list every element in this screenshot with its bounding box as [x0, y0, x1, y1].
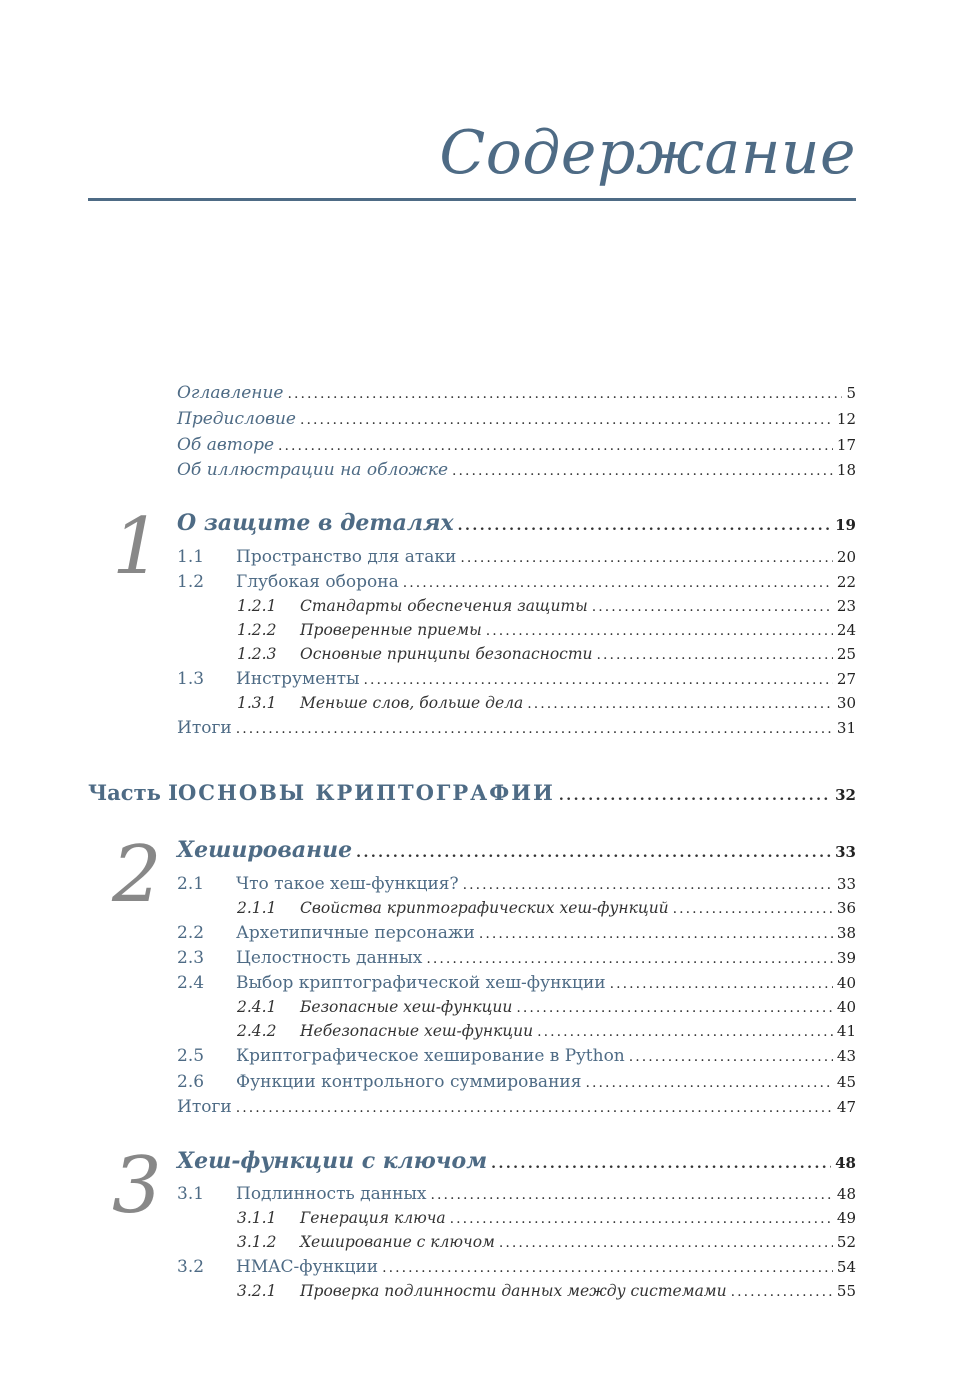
page-title: Содержание [439, 118, 856, 188]
toc-entry-page: 52 [836, 1233, 856, 1251]
section-label: Функции контрольного суммирования [236, 1072, 582, 1092]
leader-dots [516, 1000, 833, 1016]
subsection-number: 1.2.1 [237, 597, 277, 615]
toc-entry-label: Об авторе [177, 435, 275, 455]
leader-dots [597, 647, 833, 663]
leader-dots [364, 672, 833, 688]
toc-entry-page: 49 [836, 1209, 856, 1227]
toc-section[interactable] [177, 973, 856, 995]
section-number: 2.6 [177, 1072, 205, 1092]
toc-entry-front[interactable] [177, 435, 856, 457]
toc-entry-page: 33 [836, 875, 856, 893]
toc-subsection[interactable] [237, 1233, 856, 1255]
leader-dots [629, 1049, 833, 1065]
toc-entry-page: 36 [836, 899, 856, 917]
section-number: 2.5 [177, 1046, 205, 1066]
section-label: Целостность данных [236, 948, 423, 968]
toc-entry-page: 55 [836, 1282, 856, 1300]
toc-subsection[interactable] [237, 899, 856, 921]
subsection-label: Меньше слов, больше дела [300, 694, 524, 712]
toc-entry-page: 30 [836, 694, 856, 712]
toc-summary[interactable] [177, 718, 856, 740]
subsection-number: 3.1.1 [237, 1209, 277, 1227]
leader-dots [403, 575, 833, 591]
leader-dots [559, 788, 831, 804]
toc-entry-page: 5 [846, 384, 856, 402]
subsection-label: Свойства криптографических хеш-функций [300, 899, 669, 917]
section-number: 2.2 [177, 923, 205, 943]
leader-dots [278, 438, 833, 454]
toc-part[interactable] [88, 780, 856, 808]
toc-subsection[interactable] [237, 597, 856, 619]
toc-section[interactable] [177, 669, 856, 691]
toc-entry-page: 38 [836, 924, 856, 942]
toc-subsection[interactable] [237, 1282, 856, 1304]
subsection-label: Генерация ключа [300, 1209, 446, 1227]
leader-dots [287, 386, 842, 402]
toc-entry-page: 20 [836, 548, 856, 566]
section-label: HMAC-функции [236, 1257, 379, 1277]
leader-dots [460, 550, 833, 566]
leader-dots [382, 1260, 833, 1276]
toc-entry-label: Оглавление [177, 383, 284, 403]
leader-dots [452, 463, 833, 479]
toc-subsection[interactable] [237, 621, 856, 643]
subsection-number: 3.1.2 [237, 1233, 277, 1251]
leader-dots [585, 1075, 832, 1091]
leader-dots [491, 1156, 831, 1172]
subsection-label: Основные принципы безопасности [300, 645, 593, 663]
subsection-number: 3.2.1 [237, 1282, 277, 1300]
summary-label: Итоги [177, 1097, 232, 1117]
leader-dots [426, 951, 833, 967]
toc-entry-page: 39 [836, 949, 856, 967]
subsection-label: Проверка подлинности данных между системами [300, 1282, 727, 1300]
section-label: Подлинность данных [236, 1184, 427, 1204]
section-label: Инструменты [236, 669, 360, 689]
toc-summary[interactable] [177, 1097, 856, 1119]
leader-dots [463, 877, 833, 893]
toc-subsection[interactable] [237, 1209, 856, 1231]
toc-chapter-title: Хеш-функции с ключом [177, 1148, 488, 1174]
section-label: Что такое хеш-функция? [236, 874, 459, 894]
toc-chapter[interactable] [177, 510, 856, 538]
toc-entry-front[interactable] [177, 460, 856, 482]
part-number: Часть I [88, 780, 178, 805]
leader-dots [236, 1100, 833, 1116]
toc-subsection[interactable] [237, 645, 856, 667]
toc-chapter-title: О защите в деталях [177, 510, 454, 536]
toc-subsection[interactable] [237, 998, 856, 1020]
section-label: Выбор криптографической хеш-функции [236, 973, 606, 993]
section-number: 3.2 [177, 1257, 205, 1277]
leader-dots [592, 599, 833, 615]
leader-dots [731, 1284, 833, 1300]
chapter-number: 3 [112, 1141, 162, 1231]
toc-section[interactable] [177, 1046, 856, 1068]
chapter-number: 2 [112, 830, 162, 920]
toc-entry-page: 41 [836, 1022, 856, 1040]
toc-entry-page: 54 [836, 1258, 856, 1276]
subsection-number: 1.3.1 [237, 694, 277, 712]
subsection-number: 2.1.1 [237, 899, 277, 917]
leader-dots [458, 518, 831, 534]
subsection-label: Стандарты обеспечения защиты [300, 597, 588, 615]
toc-subsection[interactable] [237, 1022, 856, 1044]
subsection-label: Проверенные приемы [300, 621, 482, 639]
subsection-number: 1.2.2 [237, 621, 277, 639]
toc-entry-page: 18 [836, 461, 856, 479]
toc-entry-page: 27 [836, 670, 856, 688]
toc-entry-front[interactable] [177, 383, 856, 405]
toc-entry-label: Об иллюстрации на обложке [177, 460, 449, 480]
toc-section[interactable] [177, 547, 856, 569]
toc-entry-page: 17 [836, 436, 856, 454]
toc-chapter-title: Хеширование [177, 837, 353, 863]
leader-dots [356, 845, 831, 861]
toc-section[interactable] [177, 1184, 856, 1206]
section-label: Глубокая оборона [236, 572, 399, 592]
toc-section[interactable] [177, 1257, 856, 1279]
subsection-label: Хеширование с ключом [300, 1233, 495, 1251]
toc-chapter[interactable] [177, 1148, 856, 1176]
section-number: 2.3 [177, 948, 205, 968]
leader-dots [537, 1024, 833, 1040]
section-number: 1.3 [177, 669, 205, 689]
title-divider [88, 198, 856, 201]
leader-dots [236, 721, 833, 737]
leader-dots [479, 926, 833, 942]
section-label: Архетипичные персонажи [236, 923, 475, 943]
toc-entry-page: 40 [836, 998, 856, 1016]
toc-entry-page: 45 [836, 1073, 856, 1091]
toc-entry-page: 32 [835, 786, 856, 804]
toc-entry-label: Предисловие [177, 409, 296, 429]
toc-entry-page: 31 [836, 719, 856, 737]
subsection-number: 2.4.1 [237, 998, 277, 1016]
leader-dots [527, 696, 833, 712]
section-label: Пространство для атаки [236, 547, 457, 567]
subsection-number: 2.4.2 [237, 1022, 277, 1040]
toc-section[interactable] [177, 572, 856, 594]
toc-entry-page: 43 [836, 1047, 856, 1065]
toc-entry-page: 25 [836, 645, 856, 663]
toc-entry-page: 47 [836, 1098, 856, 1116]
leader-dots [610, 976, 833, 992]
subsection-number: 1.2.3 [237, 645, 277, 663]
section-number: 2.1 [177, 874, 205, 894]
section-label: Криптографическое хеширование в Python [236, 1046, 625, 1066]
toc-entry-page: 23 [836, 597, 856, 615]
toc-entry-page: 19 [835, 516, 856, 534]
section-number: 1.2 [177, 572, 205, 592]
toc-subsection[interactable] [237, 694, 856, 716]
toc-entry-page: 12 [836, 410, 856, 428]
toc-chapter[interactable] [177, 837, 856, 865]
subsection-label: Небезопасные хеш-функции [300, 1022, 534, 1040]
chapter-number: 1 [112, 502, 162, 592]
leader-dots [300, 412, 833, 428]
toc-entry-page: 33 [835, 843, 856, 861]
toc-entry-page: 24 [836, 621, 856, 639]
toc-entry-page: 22 [836, 573, 856, 591]
toc-section[interactable] [177, 1072, 856, 1094]
toc-entry-page: 40 [836, 974, 856, 992]
leader-dots [450, 1211, 833, 1227]
toc-section[interactable] [177, 948, 856, 970]
subsection-label: Безопасные хеш-функции [300, 998, 513, 1016]
leader-dots [499, 1235, 833, 1251]
toc-entry-page: 48 [835, 1154, 856, 1172]
part-title: ОСНОВЫ КРИПТОГРАФИИ [177, 780, 555, 805]
summary-label: Итоги [177, 718, 232, 738]
leader-dots [673, 901, 833, 917]
section-number: 3.1 [177, 1184, 205, 1204]
toc-section[interactable] [177, 874, 856, 896]
leader-dots [431, 1187, 833, 1203]
toc-section[interactable] [177, 923, 856, 945]
section-number: 2.4 [177, 973, 205, 993]
toc-entry-page: 48 [836, 1185, 856, 1203]
toc-entry-front[interactable] [177, 409, 856, 431]
leader-dots [486, 623, 833, 639]
section-number: 1.1 [177, 547, 205, 567]
